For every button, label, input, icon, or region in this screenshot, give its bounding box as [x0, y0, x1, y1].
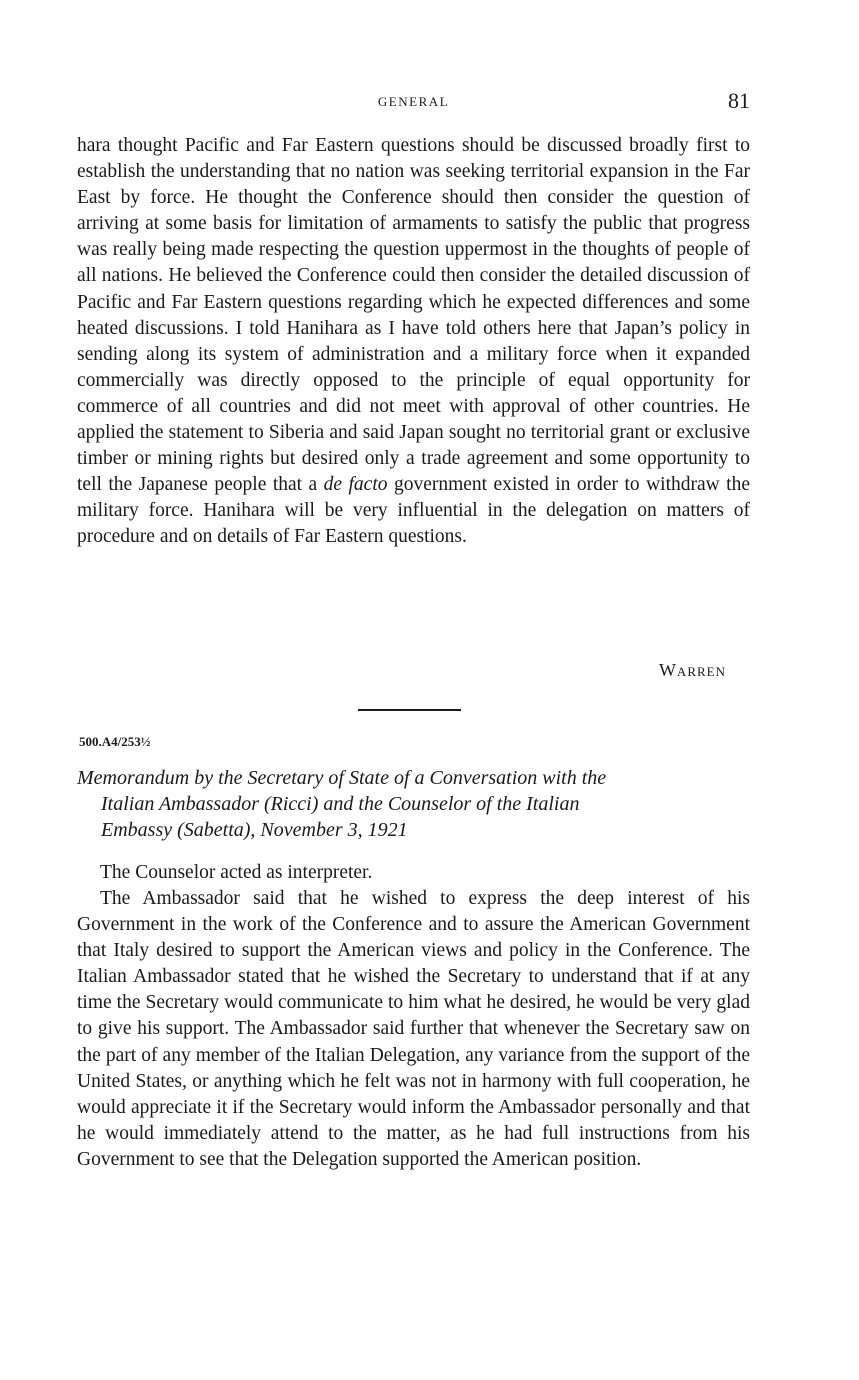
running-title: GENERAL: [377, 94, 450, 109]
heading-line: Memorandum by the Secretary of State of a Conversation with the: [77, 767, 607, 789]
italic-phrase: de facto: [323, 474, 388, 496]
memo-paragraph: The Ambassador said that he wished to express the deep interest of his Government in the work of the Conference and to assure the American Government that Italy desired to support the American views and policy in the Conference. The Italian Ambassador stated that he wished the Secretary to understand that if at any time the Secretary would communicate to him what he desired, he would be very glad to give his support. The Ambassador said further that whenever the Secretary saw on the part of any member of the Italian Delegation, any variance from the support of the United States, or anything which he felt was not in harmony with full cooperation, he would appreciate it if the Secretary would inform the Ambassador personally and that he would immediately attend to the matter, as he had full instructions from his Government to see that the Delegation supported the American position.: [77, 888, 750, 1170]
memo-paragraph: The Counselor acted as interpreter.: [100, 862, 373, 883]
heading-line: Embassy (Sabetta), November 3, 1921: [101, 819, 408, 841]
signature: Warren: [658, 660, 726, 680]
letter-body-text: hara thought Pacific and Far Eastern questions should be discussed broadly first to establish the understanding that no nation was seeking territorial expansion in the Far East by force. He thought the Conference should then consider the question of arriving at some basis for limitation of armaments to satisfy the public that progress was really being made respecting the question uppermost in the thoughts of people of all nations. He believed the Conference could then consider the detailed discussion of Pacific and Far Eastern questions regarding which he expected differences and some heated discussions. I told Hanihara as I have told others here that Japan’s policy in sending along its system of administration and a military force when it expanded commercially was directly opposed to the principle of equal opportunity for commerce of all countries and did not meet with approval of other countries. He applied the statement to Siberia and said Japan sought no territorial grant or exclusive timber or mining rights but desired only a trade agreement and some opportunity to tell the Japanese people that a: [77, 135, 750, 496]
section-divider: [358, 709, 461, 711]
heading-line: Italian Ambassador (Ricci) and the Counselor of the Italian: [101, 793, 580, 815]
running-head: [77, 88, 750, 118]
page-number: 81: [728, 88, 750, 113]
document-heading: [77, 765, 750, 843]
file-number: 500.A4/253½: [79, 734, 151, 749]
letter-body-paragraph: [77, 133, 750, 551]
letter-body-end: government existed in order to withdraw the military force. Hanihara will be very influential in the delegation on matters of procedure and on details of Far Eastern questions.: [77, 474, 751, 548]
